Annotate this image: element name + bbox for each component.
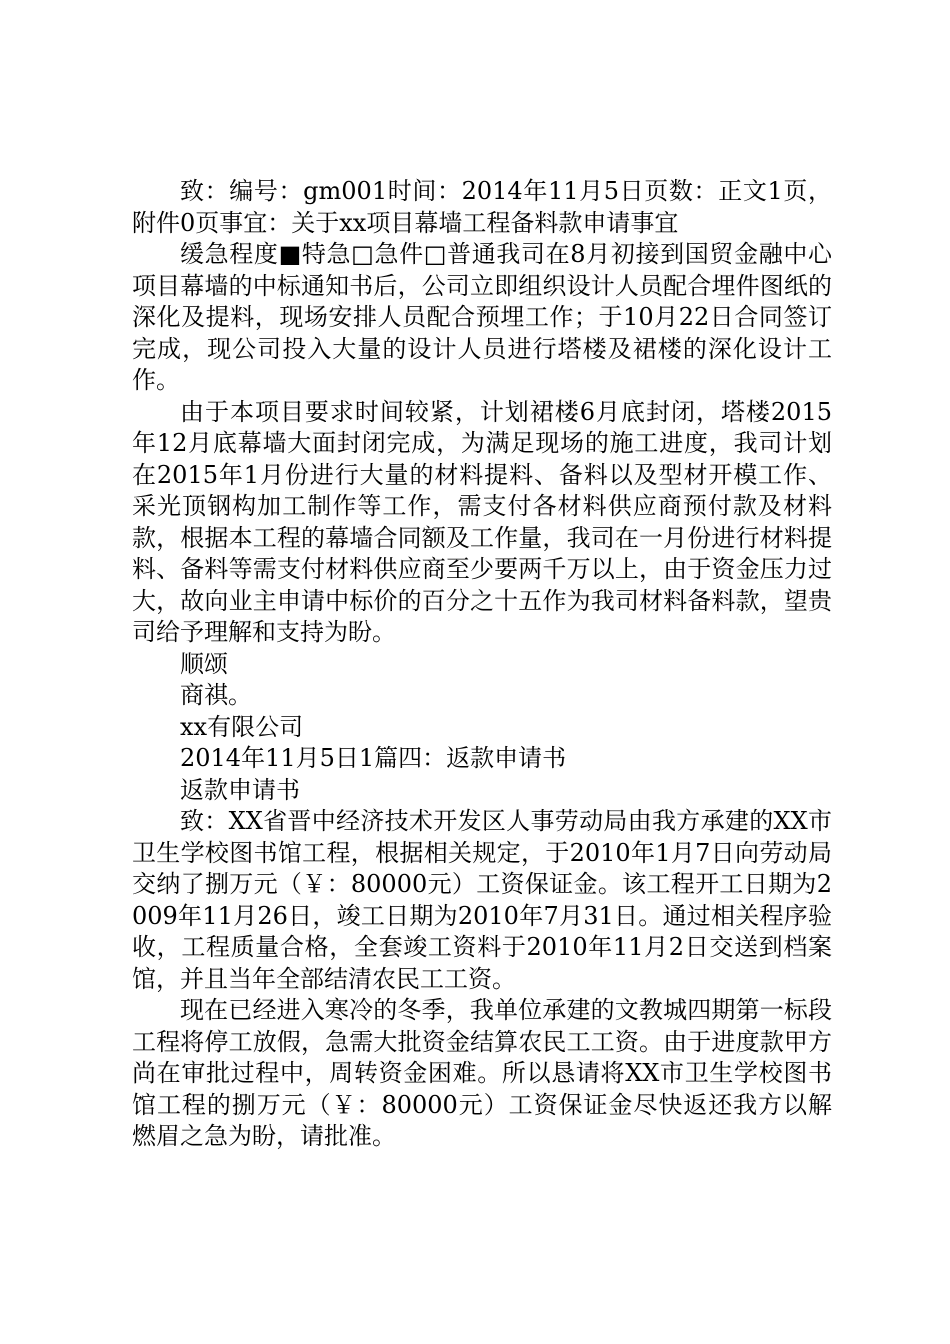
urgency-paragraph: 缓急程度■特急□急件□普通我司在8月初接到国贸金融中心项目幕墙的中标通知书后，公司立即组织设计人员配合埋件图纸的深化及提料，现场安排人员配合预埋工作；于10月22日合同签订完成，现公司投入大量的设计人员进行塔楼及裙楼的深化设计工作。: [132, 240, 832, 394]
refund-paragraph-1: 致：XX省晋中经济技术开发区人事劳动局由我方承建的XX市卫生学校图书馆工程，根据相关规定，于2010年1月7日向劳动局交纳了捌万元（￥：80000元）工资保证金。该工程开工日期为2009年11月26日，竣工日期为2010年7月31日。通过相关程序验收，工程质量合格，全套竣工资料于2010年11月2日交送到档案馆，并且当年全部结清农民工工资。: [132, 807, 832, 993]
closing-line-1: 顺颂: [180, 649, 228, 678]
date-line: 2014年11月5日1篇四：返款申请书: [180, 744, 567, 772]
company-name: xx有限公司: [180, 712, 304, 741]
document-page: [132, 176, 832, 1153]
refund-paragraph-2: 现在已经进入寒冷的冬季，我单位承建的文教城四期第一标段工程将停工放假，急需大批资金结算农民工工资。由于进度款甲方尚在审批过程中，周转资金困难。所以恳请将XX市卫生学校图书馆工程的捌万元（￥：80000元）工资保证金尽快返还我方以解燃眉之急为盼，请批准。: [132, 996, 832, 1150]
header-paragraph: 致：编号：gm001时间：2014年11月5日页数：正文1页，附件0页事宜：关于xx项目幕墙工程备料款申请事宜: [132, 177, 832, 237]
section-title: 返款申请书: [180, 775, 300, 804]
request-paragraph: 由于本项目要求时间较紧，计划裙楼6月底封闭，塔楼2015年12月底幕墙大面封闭完成，为满足现场的施工进度，我司计划在2015年1月份进行大量的材料提料、备料以及型材开模工作、采光顶钢构加工制作等工作，需支付各材料供应商预付款及材料款，根据本工程的幕墙合同额及工作量，我司在一月份进行材料提料、备料等需支付材料供应商至少要两千万以上，由于资金压力过大，故向业主申请中标价的百分之十五作为我司材料备料款，望贵司给予理解和支持为盼。: [132, 397, 832, 646]
closing-line-2: 商祺。: [180, 681, 252, 709]
